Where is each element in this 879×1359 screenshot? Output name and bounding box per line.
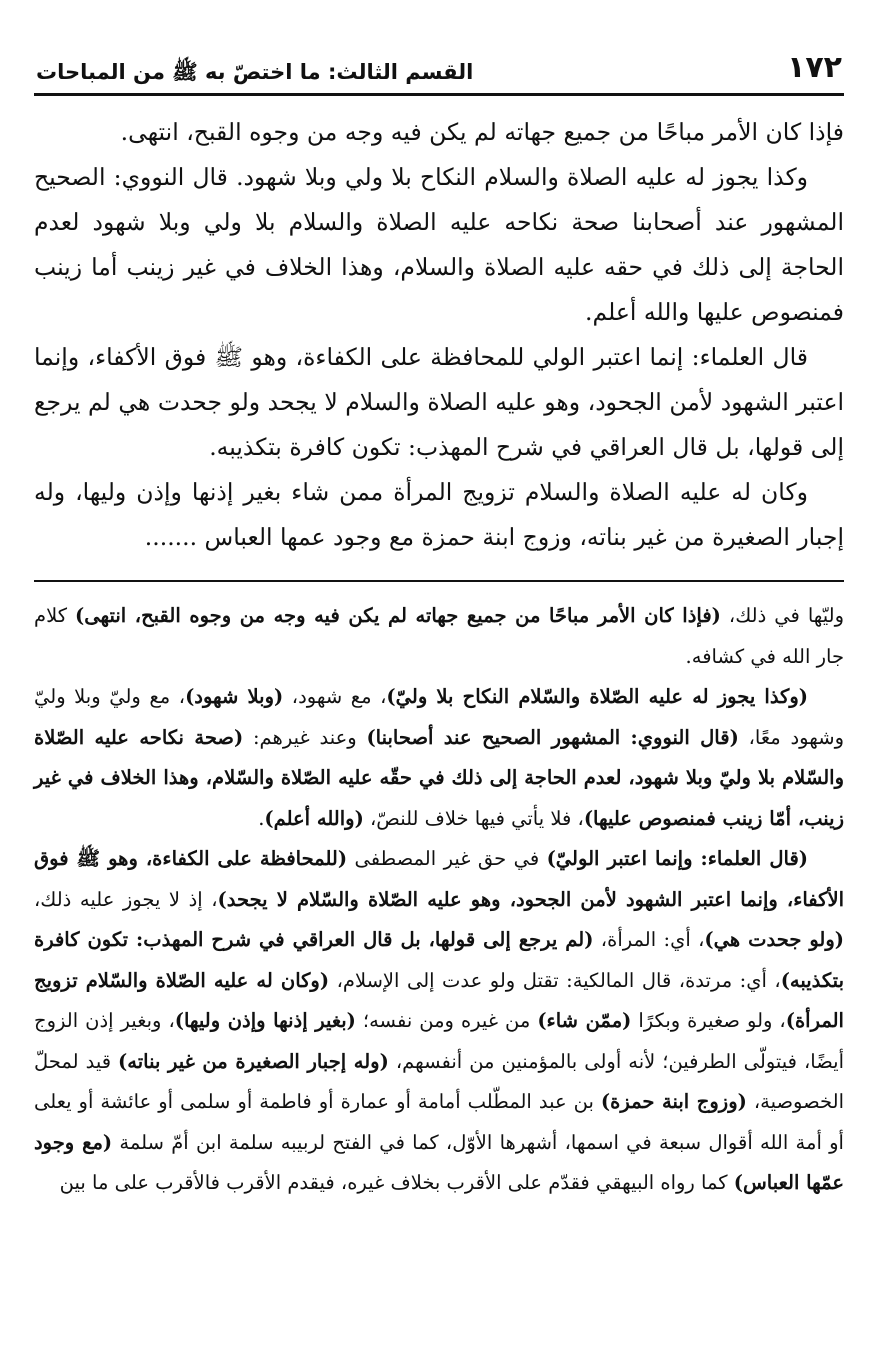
matn-quote: (وكذا يجوز له عليه الصّلاة والسّلام النكاح بلا وليّ): [386, 685, 808, 708]
matn-quote: (وبلا شهود): [185, 685, 284, 708]
commentary-divider: [34, 580, 844, 582]
matn-quote: (ولو جحدت هي): [704, 928, 844, 951]
matn-quote: (قال العلماء: وإنما اعتبر الوليّ): [546, 847, 808, 870]
commentary-text: ، أي: المرأة،: [593, 928, 705, 951]
commentary-text: .: [258, 806, 265, 830]
commentary-text: كما رواه البيهقي فقدّم على الأقرب بخلاف غيره، فيقدم الأقرب فالأقرب على ما بين: [59, 1171, 734, 1194]
commentary-text: ، إذ لا يجوز عليه ذلك،: [34, 887, 218, 911]
commentary-text: ، أي: مرتدة، قال المالكية: تقتل ولو عدت إلى الإسلام،: [329, 968, 781, 992]
matn-quote: (وكان له عليه الصّلاة والسّلام تزويج المرأة): [34, 968, 844, 1032]
sharh-paragraph: [34, 596, 844, 677]
commentary-text: قيد لمحلّ الخصوصية،: [34, 1049, 844, 1113]
running-title: القسم الثالث: ما اختصّ به ﷺ من المباحات: [36, 60, 474, 84]
commentary-text: بن عبد المطّلب أمامة أو عمارة أو فاطمة أو سلمى أو عائشة أو يعلى أو أمة الله أقوال سبعة في اسمها، أشهرها الأوّل، كما في الفتح لربيبه سلمة ابن أمّ سلمة: [34, 1090, 844, 1154]
matn-quote: (مع وجود عمّها العباس): [34, 1130, 844, 1194]
commentary-text: في حق غير المصطفى: [347, 847, 547, 870]
matn-paragraph: وكذا يجوز له عليه الصلاة والسلام النكاح بلا ولي وبلا شهود. قال النووي: الصحيح المشهور عند أصحابنا صحة نكاحه عليه الصلاة والسلام بلا ولي وبلا شهود لعدم الحاجة إلى ذلك في حقه عليه الصلاة والسلام، وهذا الخلاف في غير زينب أما زينب فمنصوص عليها والله أعلم.: [34, 163, 844, 326]
matn-paragraph: فإذا كان الأمر مباحًا من جميع جهاته لم يكن فيه وجه من وجوه القبح، انتهى.: [120, 118, 844, 146]
commentary-text: وليّها في ذلك،: [720, 604, 844, 627]
commentary-text: ، ولو صغيرة وبكرًا: [631, 1009, 786, 1032]
matn-quote: (وله إجبار الصغيرة من غير بناته): [118, 1049, 389, 1073]
matn-text: [34, 110, 844, 560]
matn-quote: (بغير إذنها وإذن وليها): [174, 1009, 356, 1032]
matn-quote: (للمحافظة على الكفاءة، وهو ﷺ فوق الأكفاء، وإنما اعتبر الشهود لأمن الجحود، وهو عليه الصّلاة والسّلام لا يجحد): [34, 847, 844, 911]
commentary-text: ، وبغير إذن الزوج أيضًا، فيتولّى الطرفين؛ لأنه أولى بالمؤمنين من أنفسهم،: [34, 1009, 844, 1073]
commentary-text: من غيره ومن نفسه؛: [355, 1009, 538, 1032]
matn-paragraph: قال العلماء: إنما اعتبر الولي للمحافظة على الكفاءة، وهو ﷺ فوق الأكفاء، وإنما اعتبر الشهود لأمن الجحود، وهو عليه الصلاة والسلام لا يجحد ولو جحدت هي لم يرجع إلى قولها، بل قال العراقي في شرح المهذب: تكون كافرة بتكذيبه.: [34, 343, 844, 461]
page-header: [34, 40, 844, 96]
matn-quote: (فإذا كان الأمر مباحًا من جميع جهاته لم يكن فيه وجه من وجوه القبح، انتهى): [75, 604, 721, 627]
matn-quote: (والله أعلم): [264, 806, 364, 830]
commentary-text: كلام جار الله في كشافه.: [34, 604, 844, 668]
commentary-text: ، فلا يأتي فيها خلاف للنصّ،: [363, 806, 584, 830]
matn-quote: (قال النووي: المشهور الصحيح عند أصحابنا): [366, 725, 739, 749]
commentary-text: وعند غيرهم:: [243, 725, 367, 749]
matn-quote: (صحة نكاحه عليه الصّلاة والسّلام بلا وليّ وبلا شهود، لعدم الحاجة إلى ذلك في حقّه عليه الصّلاة والسّلام، وهذا الخلاف في غير زينب، أمّا زينب فمنصوص عليها): [34, 725, 844, 830]
commentary-text: ، مع وليّ وبلا وليّ وشهود معًا،: [34, 685, 844, 749]
commentary-text: ، مع شهود،: [283, 685, 387, 708]
book-page: [34, 40, 844, 1204]
page-number: ١٧٢: [787, 50, 842, 85]
matn-quote: (وزوج ابنة حمزة): [600, 1090, 747, 1113]
matn-paragraph: وكان له عليه الصلاة والسلام تزويج المرأة ممن شاء بغير إذنها وإذن وليها، وله إجبار الصغيرة من غير بناته، وزوج ابنة حمزة مع وجود عمها العباس .......: [34, 478, 844, 551]
sharh-paragraph: [34, 677, 844, 839]
matn-quote: (لم يرجع إلى قولها، بل قال العراقي في شرح المهذب: تكون كافرة بتكذيبه): [34, 928, 844, 992]
sharh-commentary: [34, 596, 844, 1204]
matn-quote: (ممّن شاء): [537, 1009, 632, 1032]
sharh-paragraph: [34, 839, 844, 1204]
